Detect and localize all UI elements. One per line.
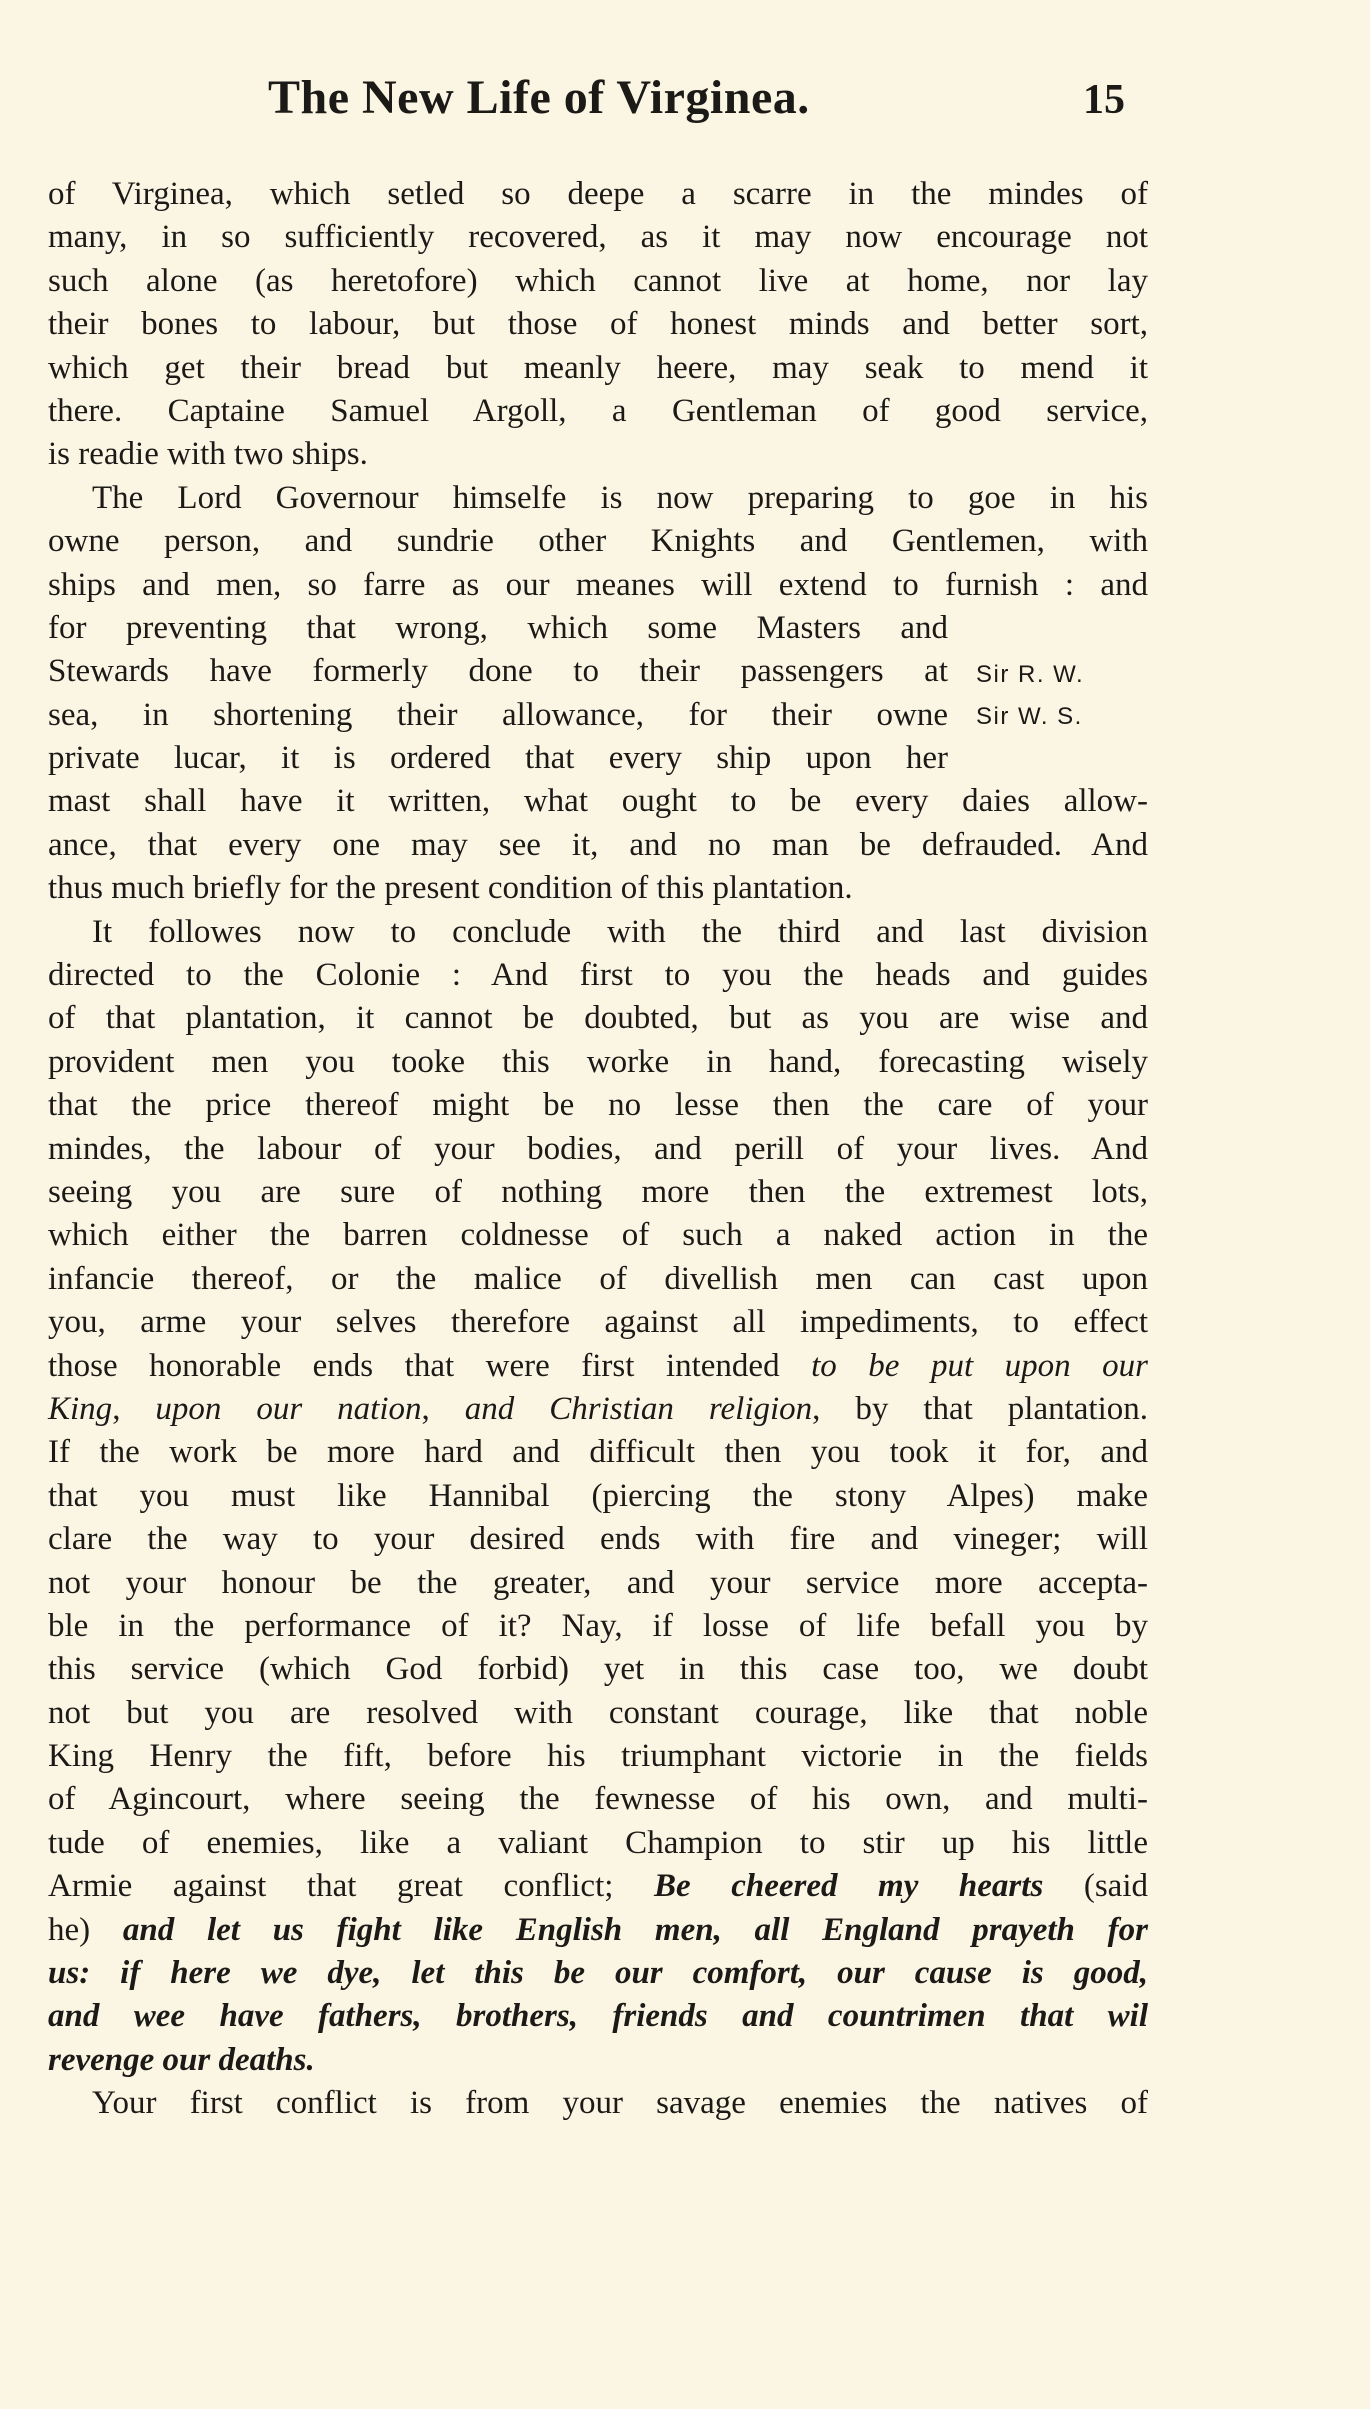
italic-phrase: upon our nation — [155, 1390, 422, 1427]
text-line: It followes now to conclude with the third and last division — [92, 913, 1148, 950]
margin-note: Sir W. S. — [976, 703, 1083, 730]
quotation-phrase: and let us fight like English men, all England prayeth for — [122, 1911, 1148, 1948]
italic-phrase: to be put upon our — [811, 1347, 1148, 1384]
text-line: for preventing that wrong, which some Masters and — [48, 609, 948, 646]
text-line: which get their bread but meanly heere, may seak to mend it — [48, 349, 1148, 386]
text-line: there. Captaine Samuel Argoll, a Gentleman of good service, — [48, 392, 1148, 429]
text-span: (said — [1043, 1868, 1148, 1905]
quotation-line: revenge our deaths. — [48, 2041, 315, 2078]
running-title: The New Life of Virginea. — [268, 71, 810, 124]
text-line: ance, that every one may see it, and no man be defrauded. And — [48, 826, 1148, 863]
text-line: tude of enemies, like a valiant Champion to stir up his little — [48, 1824, 1148, 1861]
margin-note: Sir R. W. — [976, 661, 1085, 688]
body-text — [48, 173, 1148, 2126]
quotation-line: us: if here we dye, let this be our comfort, our cause is good, — [48, 1955, 1148, 1992]
text-line: infancie thereof, or the malice of divellish men can cast upon — [48, 1260, 1148, 1297]
text-line: not your honour be the greater, and your service more accepta- — [48, 1564, 1148, 1601]
text-line: King Henry the fift, before his triumphant victorie in the fields — [48, 1738, 1148, 1775]
text-line — [48, 1345, 1148, 1388]
text-line: is readie with two ships. — [48, 436, 368, 473]
text-line: such alone (as heretofore) which cannot live at home, nor lay — [48, 262, 1148, 299]
text-span: , — [112, 1390, 156, 1427]
text-line: mindes, the labour of your bodies, and perill of your lives. And — [48, 1130, 1148, 1167]
text-line: clare the way to your desired ends with fire and vineger; will — [48, 1521, 1148, 1558]
italic-phrase: and Christian religion — [464, 1390, 813, 1427]
page-header — [0, 60, 1370, 140]
page-number: 15 — [1083, 77, 1125, 123]
text-line: of Agincourt, where seeing the fewnesse of his own, and multi- — [48, 1781, 1148, 1818]
text-span: , by that plantation. — [812, 1390, 1149, 1427]
text-line: The Lord Governour himselfe is now preparing to goe in his — [92, 479, 1148, 516]
text-line: this service (which God forbid) yet in this case too, we doubt — [48, 1651, 1148, 1688]
quotation-line: and wee have fathers, brothers, friends and countrimen that wil — [48, 1998, 1148, 2035]
italic-phrase: King — [48, 1390, 113, 1427]
text-line: you, arme your selves therefore against all impediments, to effect — [48, 1304, 1148, 1341]
text-line: thus much briefly for the present condition of this plantation. — [48, 870, 853, 907]
text-span: , — [421, 1390, 465, 1427]
text-line: many, in so sufficiently recovered, as it may now encourage not — [48, 219, 1148, 256]
text-line: mast shall have it written, what ought to be every daies allow- — [48, 783, 1148, 820]
text-line: ble in the performance of it? Nay, if losse of life befall you by — [48, 1607, 1148, 1644]
text-line: that you must like Hannibal (piercing the stony Alpes) make — [48, 1477, 1148, 1514]
text-line — [48, 1909, 1148, 1952]
text-line: of that plantation, it cannot be doubted, but as you are wise and — [48, 1000, 1148, 1037]
text-line: which either the barren coldnesse of such a naked action in the — [48, 1217, 1148, 1254]
text-line: of Virginea, which setled so deepe a scarre in the mindes of — [48, 176, 1148, 212]
text-span: Armie against that great conflict; — [48, 1868, 654, 1905]
text-line: their bones to labour, but those of honest minds and better sort, — [48, 306, 1148, 343]
quotation-phrase: Be cheered my hearts — [653, 1868, 1044, 1905]
text-line: private lucar, it is ordered that every ship upon her — [48, 740, 948, 777]
text-line: not but you are resolved with constant courage, like that noble — [48, 1694, 1148, 1731]
text-span: he) — [48, 1911, 123, 1948]
text-line: If the work be more hard and difficult then you took it for, and — [48, 1434, 1148, 1471]
text-span: those honorable ends that were first intended — [48, 1347, 812, 1384]
text-line: provident men you tooke this worke in hand, forecasting wisely — [48, 1043, 1148, 1080]
text-line: owne person, and sundrie other Knights and Gentlemen, with — [48, 523, 1148, 560]
text-line — [48, 1865, 1148, 1908]
text-line: sea, in shortening their allowance, for their owne — [48, 696, 948, 733]
text-line: Your first conflict is from your savage enemies the natives of — [92, 2085, 1148, 2122]
text-line: seeing you are sure of nothing more then the extremest lots, — [48, 1173, 1148, 1210]
text-line — [48, 1388, 1148, 1431]
text-line: ships and men, so farre as our meanes will extend to furnish : and — [48, 566, 1148, 603]
text-line: that the price thereof might be no lesse then the care of your — [48, 1087, 1148, 1124]
text-line: Stewards have formerly done to their passengers at — [48, 653, 948, 690]
text-line: directed to the Colonie : And first to you the heads and guides — [48, 957, 1148, 994]
